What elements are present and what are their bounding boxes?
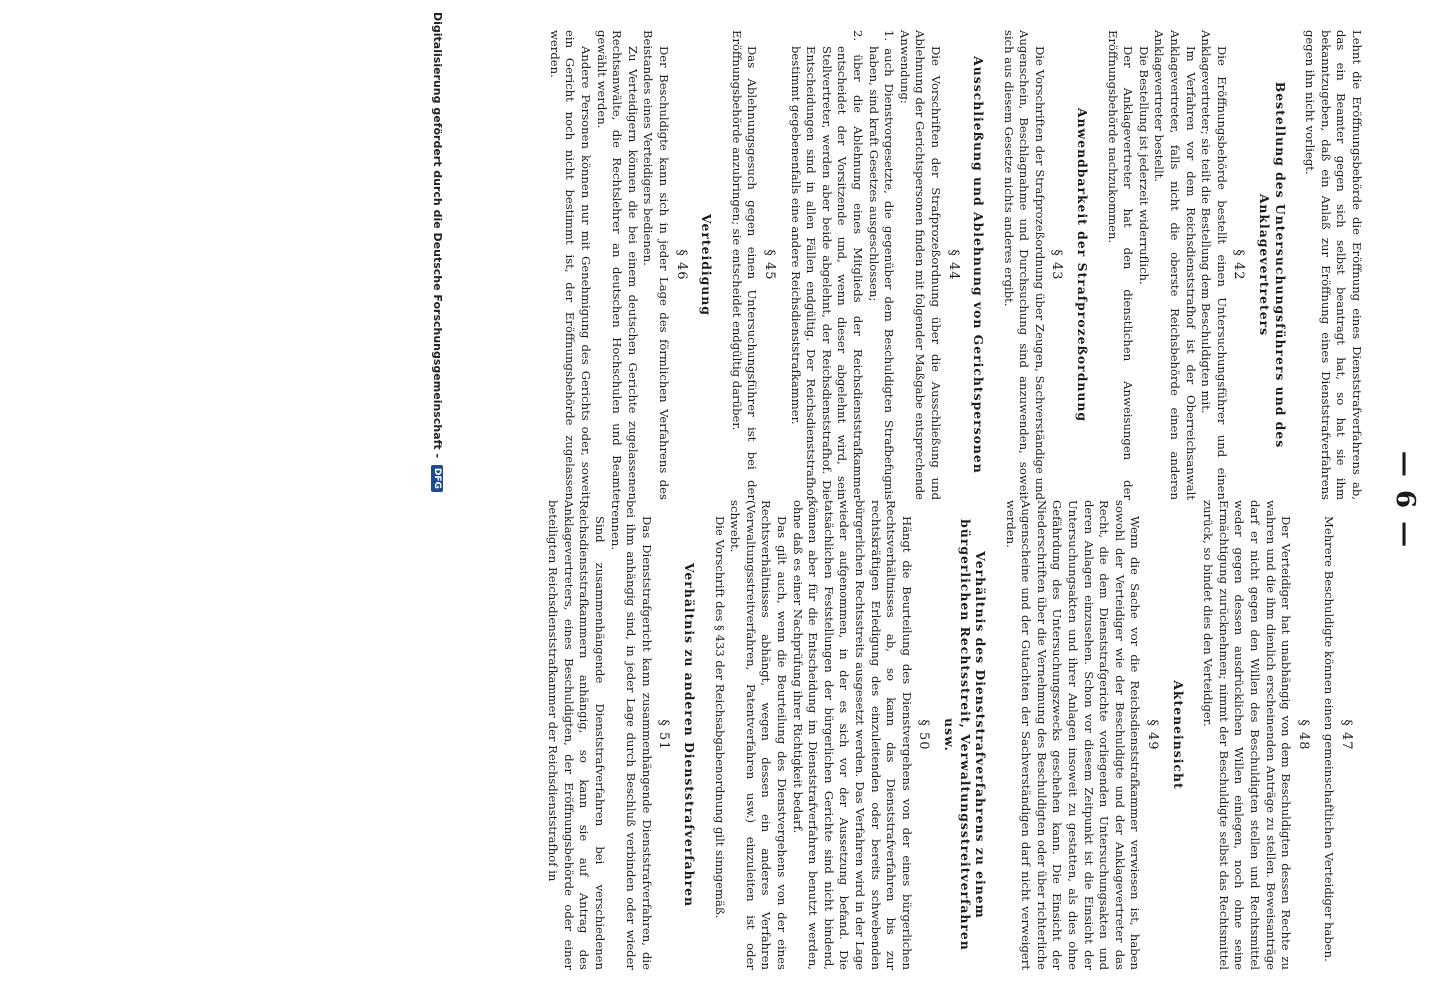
- heading-49: Akteneinsicht: [1170, 680, 1186, 790]
- section-number-51: § 51: [656, 719, 672, 751]
- heading-42: Bestellung des Untersuchungsführers und des Anklagevertreters: [1257, 81, 1288, 449]
- page-number-header: — 6 —: [1390, 450, 1420, 550]
- heading-43: Anwendbarkeit der Strafprozeßordnung: [1075, 107, 1091, 423]
- paragraph: Das Ablehnungsgesuch gegen einen Untersuchungsführer ist bei der Eröffnungsbehörde anzubringen; sie entscheidet endgültig darüber.: [729, 30, 760, 500]
- right-column: [545, 500, 1364, 970]
- left-column: [546, 30, 1364, 500]
- heading-50: Verhältnis des Dienststrafverfahrens zu einem bürgerlichen Rechtsstreit, Verwaltungsstreitverfahren usw.: [941, 519, 989, 951]
- section-number-48: § 48: [1295, 719, 1311, 751]
- credit-text: Digitalisierung gefördert durch die Deutsche Forschungsgemeinschaft -: [431, 12, 444, 459]
- heading-51: Verhältnis zu anderen Dienststrafverfahren: [682, 562, 698, 908]
- paragraph: Der Anklagevertreter hat den dienstlichen Anweisungen der Eröffnungsbehörde nachzukommen.: [1105, 30, 1136, 500]
- list-item: 2. über die Ablehnung eines Mitglieds der Reichsdienststrafkammer entscheidet der Vorsitzende und, wenn dieser abgelehnt wird, sein Stellvertreter, werden aber beide abgelehnt, der Reichsdienststrafhof. Die Entscheidungen sind in allen Fällen endgültig. Der Reichsdienststrafhof bestimmt gegebenenfalls eine andere Reichsdienststrafkammer.: [788, 30, 865, 500]
- paragraph: Der Beschuldigte kann sich in jeder Lage des förmlichen Verfahrens des Beistandes eines Verteidigers bedienen.: [641, 30, 672, 500]
- paragraph: Hängt die Beurteilung des Dienstvergehens von der eines bürgerlichen Rechtsverhältnisses ab, so kann das Dienststrafverfahren bis zur rechtskräftigen Erledigung des einzuleitenden oder bereits schwebenden bürgerlichen Rechtsstreits ausgesetzt werden. Das Verfahren wird in der Lage wieder aufgenommen, in der es sich vor der Aussetzung befand. Die tatsächlichen Feststellungen der bürgerlichen Gerichte sind nicht bindend, können aber für die Entscheidung im Dienststrafverfahren benutzt werden, ohne daß es einer Nachprüfung ihrer Richtigkeit bedarf.: [790, 500, 914, 970]
- paragraph: Mehrere Beschuldigte können einen gemeinschaftlichen Verteidiger haben.: [1322, 516, 1337, 962]
- section-number-47: § 47: [1339, 719, 1354, 751]
- paragraph: Die Bestellung ist jederzeit widerruflich.: [1136, 46, 1151, 285]
- section-number-50: § 50: [916, 719, 932, 751]
- section-number-42: § 42: [1231, 249, 1247, 281]
- paragraph: Das gilt auch, wenn die Beurteilung des Dienstvergehens von der eines Rechtsverhältnisses abhängt, wegen dessen ein anderes Verfahren (Verwaltungsstreitverfahren, Patentverfahren usw.) einzuleiten ist oder schwebt.: [728, 500, 789, 970]
- paragraph: Das Dienststrafgericht kann zusammenhängende Dienststrafverfahren, die bei ihm anhängig sind, in jeder Lage durch Beschluß verbinden oder wieder trennen.: [608, 500, 654, 970]
- paragraph: Die Vorschriften der Strafprozeßordnung über die Ausschließung und Ablehnung der Gerichtspersonen finden mit folgender Maßgabe entsprechende Anwendung:: [897, 30, 943, 500]
- paragraph: Die Vorschrift des § 433 der Reichsabgabenordnung gilt sinngemäß.: [712, 516, 727, 919]
- heading-44: Ausschließung und Ablehnung von Gerichtspersonen: [971, 56, 987, 474]
- intro-paragraph: Lehnt die Eröffnungsbehörde die Eröffnung eines Dienststrafverfahrens ab, das ein Beamter gegen sich selbst beantragt hat, so hat sie ihm bekanntzugeben, daß ein Anlaß zur Eröffnung eines Dienststrafverfahrens gegen ihn nicht vorliegt.: [1303, 30, 1364, 500]
- paragraph: Zu Verteidigern können die bei einem deutschen Gerichte zugelassenen Rechtsanwälte, die Rechtslehrer an deutschen Hochschulen und Beamte gewählt werden.: [594, 30, 640, 500]
- paragraph: Der Verteidiger hat unabhängig von dem Beschuldigten dessen Rechte zu wahren und die ihm dienlich erscheinenden Anträge zu stellen. Beweisanträge darf er nicht gegen den Willen des Beschuldigten stellen und Rechtsmittel weder gegen dessen ausdrücklichen Willen einlegen, noch ohne seine Ermächtigung zurücknehmen; nimmt der Beschuldigte selbst das Rechtsmittel zurück, so bindet dies den Verteidiger.: [1201, 500, 1294, 970]
- heading-46: Verteidigung: [699, 214, 715, 316]
- paragraph: Im Verfahren vor dem Reichsdienststrafhof ist der Oberreichsanwalt Anklagevertreter, falls nicht die oberste Reichsbehörde einen anderen Anklagevertreter bestellt.: [1152, 30, 1198, 500]
- section-number-43: § 43: [1049, 249, 1065, 281]
- section-number-46: § 46: [673, 249, 689, 281]
- paragraph: Sind zusammenhängende Dienststrafverfahren bei verschiedenen Reichsdienststrafkammern anhängig, so kann sie auf Antrag des Anklagevertreters, eines Beschuldigten, der Eröffnungsbehörde oder einer beteiligten Reichsdienststrafkammer der Reichsdienststrafhof in: [546, 500, 608, 970]
- digitization-credit: [431, 12, 444, 992]
- dfg-logo-icon: DFG: [431, 465, 443, 492]
- paragraph: Die Vorschriften der Strafprozeßordnung über Zeugen, Sachverständige und Augenschein, Beschlagnahme und Durchsuchung sind anzuwenden, soweit sich aus diesem Gesetze nichts anderes ergibt.: [1001, 30, 1047, 500]
- section-number-45: § 45: [762, 249, 777, 281]
- section-number-44: § 44: [945, 249, 961, 281]
- paragraph: Andere Personen können nur mit Genehmigung des Gerichts oder, soweit ein Gericht noch nicht bestimmt ist, der Eröffnungsbehörde zugelassen werden.: [547, 30, 594, 500]
- paragraph: Wenn die Sache vor die Reichsdienststrafkammer verwiesen ist, haben sowohl der Verteidiger wie der Beschuldigte und der Anklagevertreter das Recht, die dem Dienststrafgerichte vorliegenden Untersuchungsakten und deren Anlagen einzusehen. Schon vor diesem Zeitpunkt ist die Einsicht der Untersuchungsakten und ihrer Anlagen insoweit zu gestatten, als dies ohne Gefährdung des Untersuchungszwecks geschehen kann. Die Einsicht der Niederschriften über die Vernehmung des Beschuldigten oder über richterliche Augenscheine und der Gutachten der Sachverständigen darf nicht verweigert werden.: [1003, 500, 1143, 970]
- section-number-49: § 49: [1145, 719, 1161, 751]
- list-item: 1. auch Dienstvorgesetzte, die gegenüber dem Beschuldigten Strafbefugnis haben, sind kraft Gesetzes ausgeschlossen;: [866, 30, 897, 500]
- paragraph: Die Eröffnungsbehörde bestellt einen Untersuchungsführer und einen Anklagevertreter; sie teilt die Bestellung dem Beschuldigten mit.: [1199, 30, 1229, 500]
